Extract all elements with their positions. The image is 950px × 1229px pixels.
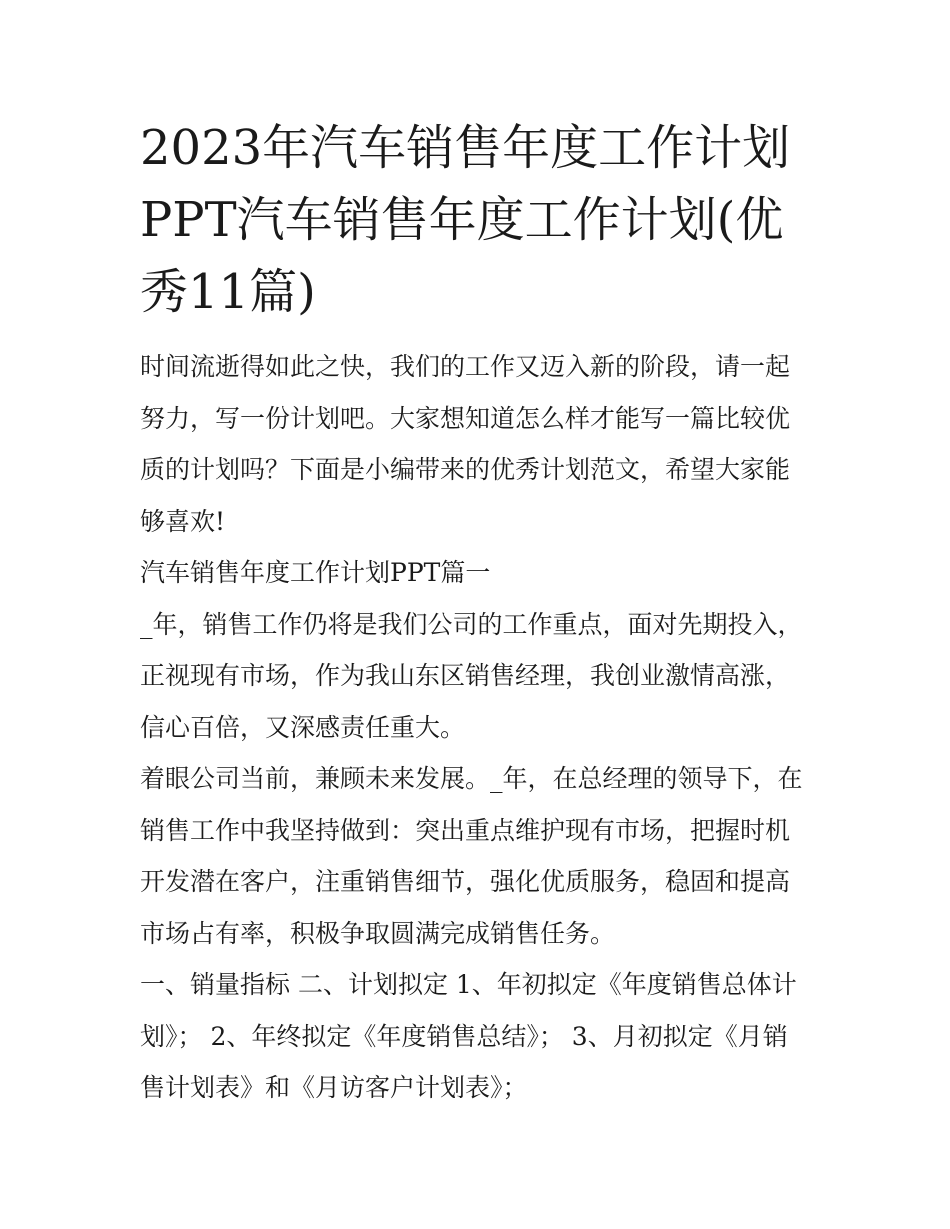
body-paragraph: _年，销售工作仍将是我们公司的工作重点，面对先期投入，正视现有市场，作为我山东区销售经理，我创业激情高涨，信心百倍，又深感责任重大。 — [140, 609, 803, 742]
document-title: 2023年汽车销售年度工作计划PPT汽车销售年度工作计划(优秀11篇) — [140, 120, 791, 320]
intro-paragraph: 时间流逝得如此之快，我们的工作又迈入新的阶段，请一起努力，写一份计划吧。大家想知道怎么样才能写一篇比较优质的计划吗？下面是小编带来的优秀计划范文，希望大家能够喜欢! — [140, 352, 791, 536]
document-body — [140, 112, 812, 1114]
section-heading: 汽车销售年度工作计划PPT篇一 — [140, 558, 491, 587]
body-paragraph: 一、销量指标 二、计划拟定 1、年初拟定《年度销售总体计划》； 2、年终拟定《年度销售总结》； 3、月初拟定《月销售计划表》和《月访客户计划表》； — [140, 970, 797, 1102]
body-paragraph: 着眼公司当前，兼顾未来发展。_年，在总经理的领导下，在销售工作中我坚持做到：突出重点维护现有市场，把握时机开发潜在客户，注重销售细节，强化优质服务，稳固和提高市场占有率，积极争取圆满完成销售任务。 — [140, 764, 803, 948]
